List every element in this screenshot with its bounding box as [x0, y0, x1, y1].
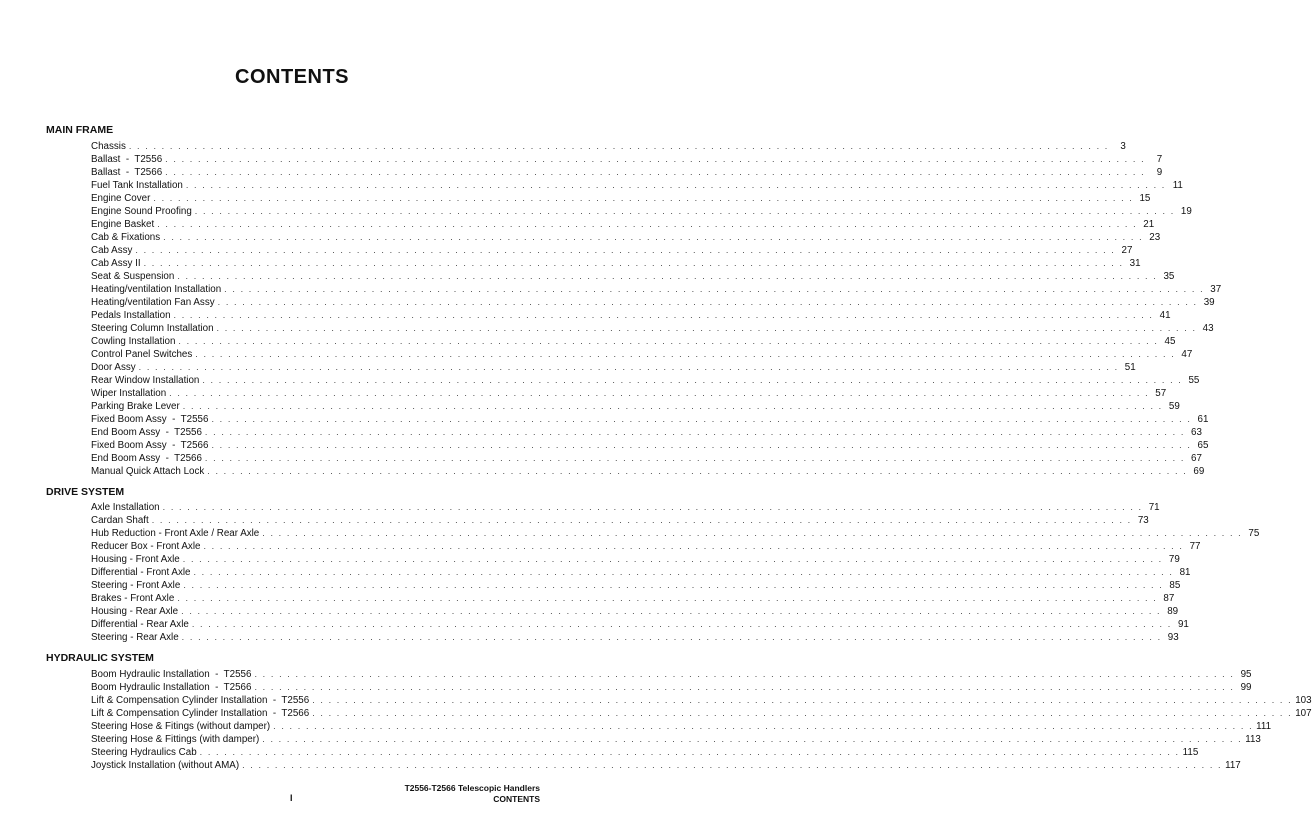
- toc-entry[interactable]: [91, 527, 1260, 540]
- toc-entry-page-number: 39: [1203, 297, 1215, 308]
- toc-entry-page-number: 81: [1179, 567, 1191, 578]
- toc-entry[interactable]: [91, 605, 1179, 618]
- dot-leader: . . . . . . . . . . . . . . . . . . . . . . . . . . . . . . . . . . . . . . . . . . . . . . . . . . . . . . . . . . . . . . . . . . . . . . . . . . . . . . . . . . . . . . . . . . . . . . . . . . . . . . . . . . . . . . . . . . . . . . . .: [181, 606, 1162, 616]
- dot-leader: . . . . . . . . . . . . . . . . . . . . . . . . . . . . . . . . . . . . . . . . . . . . . . . . . . . . . . . . . . . . . . . . . . . . . . . . . . . . . . . . . . . . . . . . . . . . . . . . . . . . . . . . . . . . . . . . . . . . . . . .: [204, 427, 1185, 437]
- dot-leader: . . . . . . . . . . . . . . . . . . . . . . . . . . . . . . . . . . . . . . . . . . . . . . . . . . . . . . . . . . . . . . . . . . . . . . . . . . . . . . . . . . . . . . . . . . . . . . . . . . . . . . . . . . . . . . . . . . . . . . . .: [204, 453, 1185, 463]
- toc-entry[interactable]: [91, 514, 1149, 527]
- toc-entry-page-number: 87: [1163, 593, 1175, 604]
- dot-leader: . . . . . . . . . . . . . . . . . . . . . . . . . . . . . . . . . . . . . . . . . . . . . . . . . . . . . . . . . . . . . . . . . . . . . . . . . . . . . . . . . . . . . . . . . . . . . . . . . . . . . . . . . . . . . . . . . . . . . . . .: [135, 245, 1116, 255]
- toc-entry-label: Hub Reduction - Front Axle / Rear Axle: [91, 528, 260, 539]
- toc-entry[interactable]: [91, 668, 1252, 681]
- dot-leader: . . . . . . . . . . . . . . . . . . . . . . . . . . . . . . . . . . . . . . . . . . . . . . . . . . . . . . . . . . . . . . . . . . . . . . . . . . . . . . . . . . . . . . . . . . . . . . . . . . . . . . . . . . . . . . . . . . . . . . . .: [262, 734, 1243, 744]
- toc-entry-page-number: 41: [1159, 310, 1171, 321]
- toc-entry-page-number: 107: [1295, 708, 1312, 719]
- toc-entry-label: Reducer Box - Front Axle: [91, 541, 201, 552]
- toc-entry-label: Chassis: [91, 141, 126, 152]
- dot-leader: . . . . . . . . . . . . . . . . . . . . . . . . . . . . . . . . . . . . . . . . . . . . . . . . . . . . . . . . . . . . . . . . . . . . . . . . . . . . . . . . . . . . . . . . . . . . . . . . . . . . . . . . . . . . . . . . . . . . . . . .: [191, 619, 1172, 629]
- document-footer: [405, 783, 540, 805]
- dot-leader: . . . . . . . . . . . . . . . . . . . . . . . . . . . . . . . . . . . . . . . . . . . . . . . . . . . . . . . . . . . . . . . . . . . . . . . . . . . . . . . . . . . . . . . . . . . . . . . . . . . . . . . . . . . . . . . . . . . . . . . .: [312, 695, 1293, 705]
- toc-list-hydraulic-system: [91, 668, 1312, 772]
- dot-leader: . . . . . . . . . . . . . . . . . . . . . . . . . . . . . . . . . . . . . . . . . . . . . . . . . . . . . . . . . . . . . . . . . . . . . . . . . . . . . . . . . . . . . . . . . . . . . . . . . . . . . . . . . . . . . . . . . . . . . . . .: [216, 323, 1197, 333]
- toc-entry-label: End Boom Assy - T2556: [91, 427, 202, 438]
- toc-entry[interactable]: [91, 694, 1312, 707]
- dot-leader: . . . . . . . . . . . . . . . . . . . . . . . . . . . . . . . . . . . . . . . . . . . . . . . . . . . . . . . . . . . . . . . . . . . . . . . . . . . . . . . . . . . . . . . . . . . . . . . . . . . . . . . . . . . . . . . . . . . . . . . .: [157, 219, 1138, 229]
- toc-entry-page-number: 15: [1139, 193, 1151, 204]
- toc-entry[interactable]: [91, 140, 1126, 153]
- toc-entry-label: Pedals Installation: [91, 310, 171, 321]
- toc-entry[interactable]: [91, 218, 1155, 231]
- toc-entry[interactable]: [91, 309, 1171, 322]
- dot-leader: . . . . . . . . . . . . . . . . . . . . . . . . . . . . . . . . . . . . . . . . . . . . . . . . . . . . . . . . . . . . . . . . . . . . . . . . . . . . . . . . . . . . . . . . . . . . . . . . . . . . . . . . . . . . . . . . . . . . . . . .: [138, 362, 1119, 372]
- toc-entry[interactable]: [91, 296, 1215, 309]
- toc-entry-label: Engine Sound Proofing: [91, 206, 192, 217]
- toc-entry-label: Steering - Rear Axle: [91, 632, 179, 643]
- dot-leader: . . . . . . . . . . . . . . . . . . . . . . . . . . . . . . . . . . . . . . . . . . . . . . . . . . . . . . . . . . . . . . . . . . . . . . . . . . . . . . . . . . . . . . . . . . . . . . . . . . . . . . . . . . . . . . . . . . . . . . . .: [202, 375, 1183, 385]
- toc-entry[interactable]: [91, 361, 1136, 374]
- toc-entry[interactable]: [91, 707, 1312, 720]
- toc-entry[interactable]: [91, 257, 1141, 270]
- toc-entry-label: Cardan Shaft: [91, 515, 149, 526]
- toc-entry-page-number: 45: [1164, 336, 1176, 347]
- dot-leader: . . . . . . . . . . . . . . . . . . . . . . . . . . . . . . . . . . . . . . . . . . . . . . . . . . . . . . . . . . . . . . . . . . . . . . . . . . . . . . . . . . . . . . . . . . . . . . . . . . . . . . . . . . . . . . . . . . . . . . . .: [153, 193, 1134, 203]
- toc-entry[interactable]: [91, 322, 1214, 335]
- toc-entry-label: Cab Assy: [91, 245, 133, 256]
- toc-entry-label: Lift & Compensation Cylinder Installation - T2566: [91, 708, 310, 719]
- dot-leader: . . . . . . . . . . . . . . . . . . . . . . . . . . . . . . . . . . . . . . . . . . . . . . . . . . . . . . . . . . . . . . . . . . . . . . . . . . . . . . . . . . . . . . . . . . . . . . . . . . . . . . . . . . . . . . . . . . . . . . . .: [193, 567, 1174, 577]
- dot-leader: . . . . . . . . . . . . . . . . . . . . . . . . . . . . . . . . . . . . . . . . . . . . . . . . . . . . . . . . . . . . . . . . . . . . . . . . . . . . . . . . . . . . . . . . . . . . . . . . . . . . . . . . . . . . . . . . . . . . . . . .: [162, 502, 1143, 512]
- toc-entry-page-number: 11: [1172, 180, 1183, 191]
- toc-entry-label: Differential - Front Axle: [91, 567, 191, 578]
- dot-leader: . . . . . . . . . . . . . . . . . . . . . . . . . . . . . . . . . . . . . . . . . . . . . . . . . . . . . . . . . . . . . . . . . . . . . . . . . . . . . . . . . . . . . . . . . . . . . . . . . . . . . . . . . . . . . . . . . . . . . . . .: [273, 721, 1254, 731]
- toc-entry[interactable]: [91, 579, 1181, 592]
- toc-entry-page-number: 27: [1121, 245, 1133, 256]
- toc-entry-page-number: 55: [1188, 375, 1200, 386]
- toc-entry-label: Boom Hydraulic Installation - T2556: [91, 669, 252, 680]
- toc-entry[interactable]: [91, 244, 1133, 257]
- toc-entry-page-number: 23: [1149, 232, 1161, 243]
- toc-entry-label: Differential - Rear Axle: [91, 619, 189, 630]
- toc-entry-page-number: 85: [1169, 580, 1181, 591]
- dot-leader: . . . . . . . . . . . . . . . . . . . . . . . . . . . . . . . . . . . . . . . . . . . . . . . . . . . . . . . . . . . . . . . . . . . . . . . . . . . . . . . . . . . . . . . . . . . . . . . . . . . . . . . . . . . . . . . . . . . . . . . .: [199, 747, 1180, 757]
- toc-list-main-frame: [91, 140, 1222, 478]
- toc-entry-page-number: 57: [1155, 388, 1167, 399]
- toc-entry-page-number: 91: [1177, 619, 1189, 630]
- toc-entry-label: Rear Window Installation: [91, 375, 200, 386]
- dot-leader: . . . . . . . . . . . . . . . . . . . . . . . . . . . . . . . . . . . . . . . . . . . . . . . . . . . . . . . . . . . . . . . . . . . . . . . . . . . . . . . . . . . . . . . . . . . . . . . . . . . . . . . . . . . . . . . . . . . . . . . .: [312, 708, 1293, 718]
- dot-leader: . . . . . . . . . . . . . . . . . . . . . . . . . . . . . . . . . . . . . . . . . . . . . . . . . . . . . . . . . . . . . . . . . . . . . . . . . . . . . . . . . . . . . . . . . . . . . . . . . . . . . . . . . . . . . . . . . . . . . . . .: [211, 440, 1192, 450]
- dot-leader: . . . . . . . . . . . . . . . . . . . . . . . . . . . . . . . . . . . . . . . . . . . . . . . . . . . . . . . . . . . . . . . . . . . . . . . . . . . . . . . . . . . . . . . . . . . . . . . . . . . . . . . . . . . . . . . . . . . . . . . .: [173, 310, 1154, 320]
- dot-leader: . . . . . . . . . . . . . . . . . . . . . . . . . . . . . . . . . . . . . . . . . . . . . . . . . . . . . . . . . . . . . . . . . . . . . . . . . . . . . . . . . . . . . . . . . . . . . . . . . . . . . . . . . . . . . . . . . . . . . . . .: [262, 528, 1243, 538]
- dot-leader: . . . . . . . . . . . . . . . . . . . . . . . . . . . . . . . . . . . . . . . . . . . . . . . . . . . . . . . . . . . . . . . . . . . . . . . . . . . . . . . . . . . . . . . . . . . . . . . . . . . . . . . . . . . . . . . . . . . . . . . .: [169, 388, 1150, 398]
- dot-leader: . . . . . . . . . . . . . . . . . . . . . . . . . . . . . . . . . . . . . . . . . . . . . . . . . . . . . . . . . . . . . . . . . . . . . . . . . . . . . . . . . . . . . . . . . . . . . . . . . . . . . . . . . . . . . . . . . . . . . . . .: [143, 258, 1124, 268]
- toc-entry-label: Steering - Front Axle: [91, 580, 181, 591]
- toc-entry-label: Steering Column Installation: [91, 323, 214, 334]
- toc-entry-page-number: 73: [1137, 515, 1149, 526]
- toc-entry-page-number: 95: [1240, 669, 1252, 680]
- toc-entry-label: Steering Hose & Fittings (with damper): [91, 734, 260, 745]
- toc-entry-label: Cowling Installation: [91, 336, 176, 347]
- toc-entry-label: Heating/ventilation Fan Assy: [91, 297, 215, 308]
- toc-entry-label: Housing - Front Axle: [91, 554, 180, 565]
- toc-entry-page-number: 99: [1240, 682, 1252, 693]
- toc-entry-page-number: 9: [1156, 167, 1163, 178]
- toc-list-drive-system: [91, 501, 1260, 644]
- toc-entry-page-number: 111: [1256, 721, 1272, 732]
- page-number: I: [290, 793, 293, 803]
- section-heading-drive-system: DRIVE SYSTEM: [46, 486, 125, 498]
- toc-entry[interactable]: [91, 452, 1202, 465]
- toc-entry-page-number: 79: [1168, 554, 1180, 565]
- toc-entry[interactable]: [91, 413, 1209, 426]
- toc-entry[interactable]: [91, 759, 1241, 772]
- dot-leader: . . . . . . . . . . . . . . . . . . . . . . . . . . . . . . . . . . . . . . . . . . . . . . . . . . . . . . . . . . . . . . . . . . . . . . . . . . . . . . . . . . . . . . . . . . . . . . . . . . . . . . . . . . . . . . . . . . . . . . . .: [163, 232, 1144, 242]
- toc-entry[interactable]: [91, 283, 1222, 296]
- toc-entry-label: Heating/ventilation Installation: [91, 284, 222, 295]
- toc-entry-label: Housing - Rear Axle: [91, 606, 179, 617]
- toc-entry-page-number: 67: [1191, 453, 1202, 464]
- toc-entry[interactable]: [91, 192, 1151, 205]
- toc-entry-page-number: 75: [1248, 528, 1260, 539]
- toc-entry-page-number: 115: [1182, 747, 1199, 758]
- toc-entry[interactable]: [91, 335, 1176, 348]
- toc-entry-page-number: 43: [1202, 323, 1214, 334]
- dot-leader: . . . . . . . . . . . . . . . . . . . . . . . . . . . . . . . . . . . . . . . . . . . . . . . . . . . . . . . . . . . . . . . . . . . . . . . . . . . . . . . . . . . . . . . . . . . . . . . . . . . . . . . . . . . . . . . . . . . . . . . .: [207, 466, 1188, 476]
- toc-entry-label: Joystick Installation (without AMA): [91, 760, 240, 771]
- toc-entry[interactable]: [91, 733, 1261, 746]
- toc-entry-page-number: 59: [1168, 401, 1180, 412]
- dot-leader: . . . . . . . . . . . . . . . . . . . . . . . . . . . . . . . . . . . . . . . . . . . . . . . . . . . . . . . . . . . . . . . . . . . . . . . . . . . . . . . . . . . . . . . . . . . . . . . . . . . . . . . . . . . . . . . . . . . . . . . .: [254, 682, 1235, 692]
- dot-leader: . . . . . . . . . . . . . . . . . . . . . . . . . . . . . . . . . . . . . . . . . . . . . . . . . . . . . . . . . . . . . . . . . . . . . . . . . . . . . . . . . . . . . . . . . . . . . . . . . . . . . . . . . . . . . . . . . . . . . . . .: [217, 297, 1198, 307]
- toc-entry-label: Axle Installation: [91, 502, 160, 513]
- toc-entry-label: Ballast - T2566: [91, 167, 163, 178]
- toc-entry[interactable]: [91, 374, 1200, 387]
- toc-entry[interactable]: [91, 387, 1167, 400]
- toc-entry[interactable]: [91, 618, 1189, 631]
- toc-entry[interactable]: [91, 501, 1160, 514]
- toc-entry-page-number: 103: [1295, 695, 1312, 706]
- toc-entry-label: Fixed Boom Assy - T2556: [91, 414, 209, 425]
- toc-entry[interactable]: [91, 631, 1179, 644]
- toc-entry-label: Manual Quick Attach Lock: [91, 466, 205, 477]
- toc-entry[interactable]: [91, 231, 1161, 244]
- toc-entry-label: Engine Cover: [91, 193, 151, 204]
- dot-leader: . . . . . . . . . . . . . . . . . . . . . . . . . . . . . . . . . . . . . . . . . . . . . . . . . . . . . . . . . . . . . . . . . . . . . . . . . . . . . . . . . . . . . . . . . . . . . . . . . . . . . . . . . . . . . . . . . . . . . . . .: [183, 580, 1164, 590]
- dot-leader: . . . . . . . . . . . . . . . . . . . . . . . . . . . . . . . . . . . . . . . . . . . . . . . . . . . . . . . . . . . . . . . . . . . . . . . . . . . . . . . . . . . . . . . . . . . . . . . . . . . . . . . . . . . . . . . . . . . . . . . .: [128, 141, 1109, 151]
- dot-leader: . . . . . . . . . . . . . . . . . . . . . . . . . . . . . . . . . . . . . . . . . . . . . . . . . . . . . . . . . . . . . . . . . . . . . . . . . . . . . . . . . . . . . . . . . . . . . . . . . . . . . . . . . . . . . . . . . . . . . . . .: [181, 632, 1162, 642]
- toc-entry-page-number: 37: [1210, 284, 1222, 295]
- dot-leader: . . . . . . . . . . . . . . . . . . . . . . . . . . . . . . . . . . . . . . . . . . . . . . . . . . . . . . . . . . . . . . . . . . . . . . . . . . . . . . . . . . . . . . . . . . . . . . . . . . . . . . . . . . . . . . . . . . . . . . . .: [242, 760, 1223, 770]
- toc-entry[interactable]: [91, 439, 1209, 452]
- toc-entry-label: Fuel Tank Installation: [91, 180, 183, 191]
- toc-entry-page-number: 117: [1225, 760, 1241, 771]
- toc-entry[interactable]: [91, 179, 1183, 192]
- dot-leader: . . . . . . . . . . . . . . . . . . . . . . . . . . . . . . . . . . . . . . . . . . . . . . . . . . . . . . . . . . . . . . . . . . . . . . . . . . . . . . . . . . . . . . . . . . . . . . . . . . . . . . . . . . . . . . . . . . . . . . . .: [194, 206, 1175, 216]
- dot-leader: . . . . . . . . . . . . . . . . . . . . . . . . . . . . . . . . . . . . . . . . . . . . . . . . . . . . . . . . . . . . . . . . . . . . . . . . . . . . . . . . . . . . . . . . . . . . . . . . . . . . . . . . . . . . . . . . . . . . . . . .: [182, 401, 1163, 411]
- toc-entry-page-number: 35: [1163, 271, 1175, 282]
- toc-entry[interactable]: [91, 166, 1163, 179]
- toc-entry[interactable]: [91, 348, 1193, 361]
- toc-entry-page-number: 89: [1167, 606, 1179, 617]
- toc-entry[interactable]: [91, 426, 1202, 439]
- toc-entry-label: Door Assy: [91, 362, 136, 373]
- toc-entry[interactable]: [91, 681, 1252, 694]
- toc-entry-label: End Boom Assy - T2566: [91, 453, 202, 464]
- toc-entry[interactable]: [91, 205, 1192, 218]
- toc-entry-label: Engine Basket: [91, 219, 155, 230]
- dot-leader: . . . . . . . . . . . . . . . . . . . . . . . . . . . . . . . . . . . . . . . . . . . . . . . . . . . . . . . . . . . . . . . . . . . . . . . . . . . . . . . . . . . . . . . . . . . . . . . . . . . . . . . . . . . . . . . . . . . . . . . .: [203, 541, 1184, 551]
- toc-entry-label: Control Panel Switches: [91, 349, 193, 360]
- dot-leader: . . . . . . . . . . . . . . . . . . . . . . . . . . . . . . . . . . . . . . . . . . . . . . . . . . . . . . . . . . . . . . . . . . . . . . . . . . . . . . . . . . . . . . . . . . . . . . . . . . . . . . . . . . . . . . . . . . . . . . . .: [165, 167, 1146, 177]
- toc-entry-label: Lift & Compensation Cylinder Installation - T2556: [91, 695, 310, 706]
- toc-entry-label: Steering Hydraulics Cab: [91, 747, 197, 758]
- toc-entry-page-number: 7: [1156, 154, 1163, 165]
- toc-entry[interactable]: [91, 540, 1201, 553]
- toc-entry[interactable]: [91, 400, 1180, 413]
- toc-entry-page-number: 69: [1193, 466, 1205, 477]
- toc-entry-page-number: 47: [1181, 349, 1193, 360]
- dot-leader: . . . . . . . . . . . . . . . . . . . . . . . . . . . . . . . . . . . . . . . . . . . . . . . . . . . . . . . . . . . . . . . . . . . . . . . . . . . . . . . . . . . . . . . . . . . . . . . . . . . . . . . . . . . . . . . . . . . . . . . .: [178, 336, 1159, 346]
- toc-entry[interactable]: [91, 592, 1175, 605]
- toc-entry-page-number: 21: [1143, 219, 1155, 230]
- toc-entry[interactable]: [91, 465, 1205, 478]
- section-heading-hydraulic-system: HYDRAULIC SYSTEM: [46, 652, 154, 664]
- dot-leader: . . . . . . . . . . . . . . . . . . . . . . . . . . . . . . . . . . . . . . . . . . . . . . . . . . . . . . . . . . . . . . . . . . . . . . . . . . . . . . . . . . . . . . . . . . . . . . . . . . . . . . . . . . . . . . . . . . . . . . . .: [177, 271, 1158, 281]
- toc-entry-page-number: 113: [1245, 734, 1261, 745]
- toc-entry-page-number: 77: [1189, 541, 1201, 552]
- toc-entry-page-number: 93: [1167, 632, 1179, 643]
- page-title: CONTENTS: [235, 66, 349, 88]
- dot-leader: . . . . . . . . . . . . . . . . . . . . . . . . . . . . . . . . . . . . . . . . . . . . . . . . . . . . . . . . . . . . . . . . . . . . . . . . . . . . . . . . . . . . . . . . . . . . . . . . . . . . . . . . . . . . . . . . . . . . . . . .: [177, 593, 1158, 603]
- toc-entry-label: Brakes - Front Axle: [91, 593, 175, 604]
- toc-entry-label: Parking Brake Lever: [91, 401, 180, 412]
- toc-entry-label: Boom Hydraulic Installation - T2566: [91, 682, 252, 693]
- toc-entry-page-number: 3: [1120, 141, 1126, 152]
- dot-leader: . . . . . . . . . . . . . . . . . . . . . . . . . . . . . . . . . . . . . . . . . . . . . . . . . . . . . . . . . . . . . . . . . . . . . . . . . . . . . . . . . . . . . . . . . . . . . . . . . . . . . . . . . . . . . . . . . . . . . . . .: [151, 515, 1132, 525]
- dot-leader: . . . . . . . . . . . . . . . . . . . . . . . . . . . . . . . . . . . . . . . . . . . . . . . . . . . . . . . . . . . . . . . . . . . . . . . . . . . . . . . . . . . . . . . . . . . . . . . . . . . . . . . . . . . . . . . . . . . . . . . .: [224, 284, 1205, 294]
- toc-entry-page-number: 63: [1191, 427, 1202, 438]
- toc-entry[interactable]: [91, 553, 1180, 566]
- toc-entry[interactable]: [91, 270, 1175, 283]
- dot-leader: . . . . . . . . . . . . . . . . . . . . . . . . . . . . . . . . . . . . . . . . . . . . . . . . . . . . . . . . . . . . . . . . . . . . . . . . . . . . . . . . . . . . . . . . . . . . . . . . . . . . . . . . . . . . . . . . . . . . . . . .: [195, 349, 1176, 359]
- toc-entry-label: Ballast - T2556: [91, 154, 163, 165]
- toc-entry-label: Steering Hose & Fitings (without damper): [91, 721, 271, 732]
- toc-entry-page-number: 19: [1180, 206, 1192, 217]
- toc-entry[interactable]: [91, 746, 1199, 759]
- toc-entry-page-number: 61: [1197, 414, 1209, 425]
- toc-entry[interactable]: [91, 566, 1191, 579]
- dot-leader: . . . . . . . . . . . . . . . . . . . . . . . . . . . . . . . . . . . . . . . . . . . . . . . . . . . . . . . . . . . . . . . . . . . . . . . . . . . . . . . . . . . . . . . . . . . . . . . . . . . . . . . . . . . . . . . . . . . . . . . .: [185, 180, 1166, 190]
- toc-entry-label: Fixed Boom Assy - T2566: [91, 440, 209, 451]
- toc-entry-label: Cab Assy II: [91, 258, 141, 269]
- toc-entry-page-number: 51: [1124, 362, 1136, 373]
- footer-section-name: CONTENTS: [493, 794, 540, 804]
- toc-entry-label: Seat & Suspension: [91, 271, 175, 282]
- toc-entry-label: Wiper Installation: [91, 388, 167, 399]
- toc-entry[interactable]: [91, 153, 1163, 166]
- toc-entry[interactable]: [91, 720, 1272, 733]
- footer-product-title: T2556-T2566 Telescopic Handlers: [404, 783, 540, 793]
- dot-leader: . . . . . . . . . . . . . . . . . . . . . . . . . . . . . . . . . . . . . . . . . . . . . . . . . . . . . . . . . . . . . . . . . . . . . . . . . . . . . . . . . . . . . . . . . . . . . . . . . . . . . . . . . . . . . . . . . . . . . . . .: [254, 669, 1235, 679]
- dot-leader: . . . . . . . . . . . . . . . . . . . . . . . . . . . . . . . . . . . . . . . . . . . . . . . . . . . . . . . . . . . . . . . . . . . . . . . . . . . . . . . . . . . . . . . . . . . . . . . . . . . . . . . . . . . . . . . . . . . . . . . .: [182, 554, 1163, 564]
- section-heading-main-frame: MAIN FRAME: [46, 124, 114, 136]
- toc-entry-label: Cab & Fixations: [91, 232, 161, 243]
- dot-leader: . . . . . . . . . . . . . . . . . . . . . . . . . . . . . . . . . . . . . . . . . . . . . . . . . . . . . . . . . . . . . . . . . . . . . . . . . . . . . . . . . . . . . . . . . . . . . . . . . . . . . . . . . . . . . . . . . . . . . . . .: [211, 414, 1192, 424]
- toc-entry-page-number: 71: [1148, 502, 1160, 513]
- dot-leader: . . . . . . . . . . . . . . . . . . . . . . . . . . . . . . . . . . . . . . . . . . . . . . . . . . . . . . . . . . . . . . . . . . . . . . . . . . . . . . . . . . . . . . . . . . . . . . . . . . . . . . . . . . . . . . . . . . . . . . . .: [165, 154, 1146, 164]
- toc-entry-page-number: 65: [1197, 440, 1209, 451]
- toc-entry-page-number: 31: [1129, 258, 1141, 269]
